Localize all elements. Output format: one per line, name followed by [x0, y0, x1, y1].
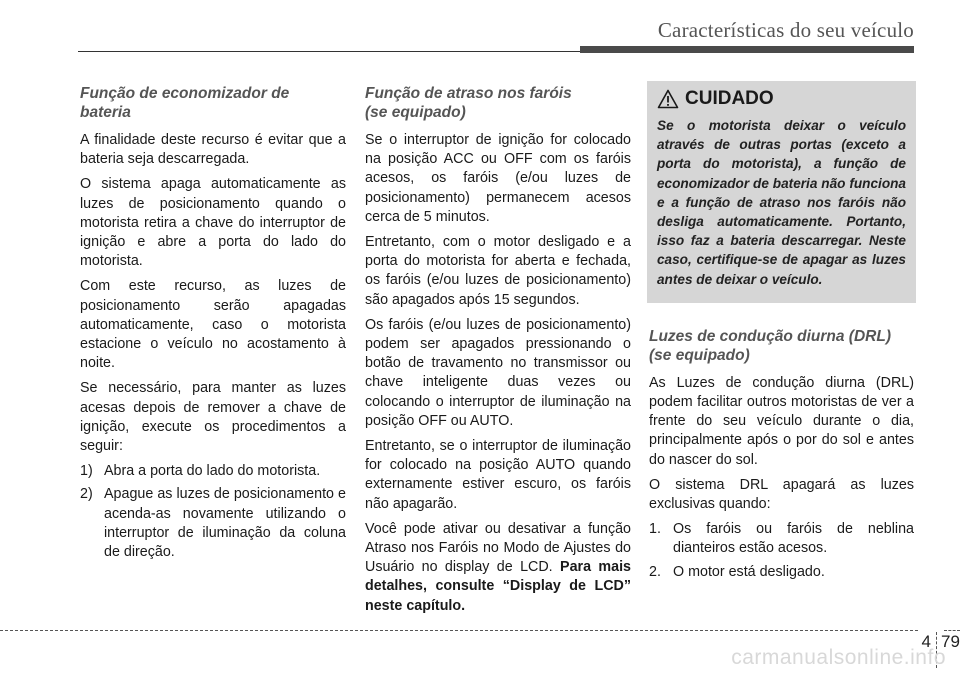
- paragraph: Com este recurso, as luzes de posicionamento serão apagadas automaticamente, caso o motorista estacione o veículo no acostamento à noite.: [80, 278, 346, 372]
- paragraph: Entretanto, se o interruptor de iluminação for colocado na posição AUTO quando externamente estiver escuro, os faróis não apagarão.: [365, 438, 631, 512]
- footer-rule: [944, 630, 960, 631]
- list-item: [649, 563, 914, 582]
- section-title-line-2: (se equipado): [365, 104, 466, 121]
- caution-header: [657, 89, 906, 109]
- page-number: 79: [941, 632, 960, 651]
- section-title-headlight-delay: [365, 84, 631, 122]
- paragraph: As Luzes de condução diurna (DRL) podem facilitar outros motoristas de ver a frente do seu veículo durante o dia, principalmente após o por do sol e antes do nascer do sol.: [649, 374, 914, 468]
- paragraph: O sistema apaga automaticamente as luzes de posicionamento quando o motorista retira a chave do interruptor de ignição e abre a porta do lado do motorista.: [80, 176, 346, 270]
- section-title-battery-saver: [80, 84, 346, 122]
- paragraph: A finalidade deste recurso é evitar que a bateria seja descarregada.: [80, 132, 346, 168]
- paragraph: Os faróis (e/ou luzes de posicionamento) podem ser apagados pressionando o botão de travamento no transmissor ou chave inteligente duas vezes ou colocando o interruptor de iluminação na posição OFF ou AUTO.: [365, 316, 631, 429]
- section-title-line-2: (se equipado): [649, 346, 750, 364]
- section-title-line-2: bateria: [80, 104, 131, 121]
- warning-triangle-icon: [657, 89, 679, 109]
- running-header: Características do seu veículo: [657, 18, 914, 42]
- column-2: [365, 84, 631, 622]
- footer-rule: [0, 630, 918, 631]
- caution-text: Se o motorista deixar o veículo através de outras portas (exceto a porta do motorista), a função de economizador de bateria não funciona e a função de atraso nos faróis não desliga automaticamente. Portanto, isso faz a bateria descarregar. Neste caso, certifique-se de apagar as luzes antes de deixar o veículo.: [657, 118, 906, 287]
- list-text: O motor está desligado.: [673, 563, 825, 580]
- section-title-line-1: Luzes de condução diurna (DRL): [649, 327, 891, 345]
- paragraph: [365, 520, 631, 616]
- paragraph: O sistema DRL apagará as luzes exclusivas quando:: [649, 476, 914, 513]
- paragraph-text: Você pode ativar ou desativar a função Atraso nos Faróis no Modo de Ajustes do Usuário no display de LCD.: [365, 520, 631, 576]
- list-text: Os faróis ou faróis de neblina dianteiros estão acesos.: [673, 521, 914, 557]
- section-title-line-1: Função de atraso nos faróis: [365, 85, 572, 102]
- header-bar: [580, 46, 914, 53]
- list-number: 2): [80, 486, 93, 503]
- column-1: [80, 84, 346, 566]
- list-number: 1.: [649, 521, 661, 538]
- list-number: 2.: [649, 563, 661, 580]
- chapter-number: 4: [921, 632, 931, 651]
- conditions-list: [649, 520, 914, 582]
- steps-list: [80, 462, 346, 562]
- header-rule: [78, 51, 580, 52]
- caution-title: CUIDADO: [685, 88, 774, 110]
- paragraph: Se necessário, para manter as luzes acesas depois de remover a chave de ignição, execute os procedimentos a seguir:: [80, 380, 346, 455]
- list-item: [80, 485, 346, 562]
- caution-box: [647, 81, 916, 303]
- paragraph: Entretanto, com o motor desligado e a porta do motorista for aberta e fechada, os faróis (e/ou luzes de posicionamento) são apagados após 15 segundos.: [365, 234, 631, 308]
- section-title-line-1: Função de economizador de: [80, 85, 290, 102]
- paragraph: Se o interruptor de ignição for colocado na posição ACC ou OFF com os faróis acesos, os faróis (e/ou luzes de posicionamento) permanecem acesos cerca de 5 minutos.: [365, 132, 631, 225]
- cross-reference: Para mais detalhes, consulte “Display de LCD” neste capítulo.: [365, 559, 631, 614]
- column-3: [649, 84, 914, 586]
- list-number: 1): [80, 463, 93, 480]
- list-item: [80, 462, 346, 481]
- list-text: Apague as luzes de posicionamento e acenda-as novamente utilizando o interruptor de iluminação da coluna de direção.: [104, 486, 346, 561]
- watermark: carmanualsonline.info: [731, 646, 946, 669]
- section-title-drl: [649, 327, 914, 365]
- list-text: Abra a porta do lado do motorista.: [104, 463, 321, 480]
- list-item: [649, 520, 914, 558]
